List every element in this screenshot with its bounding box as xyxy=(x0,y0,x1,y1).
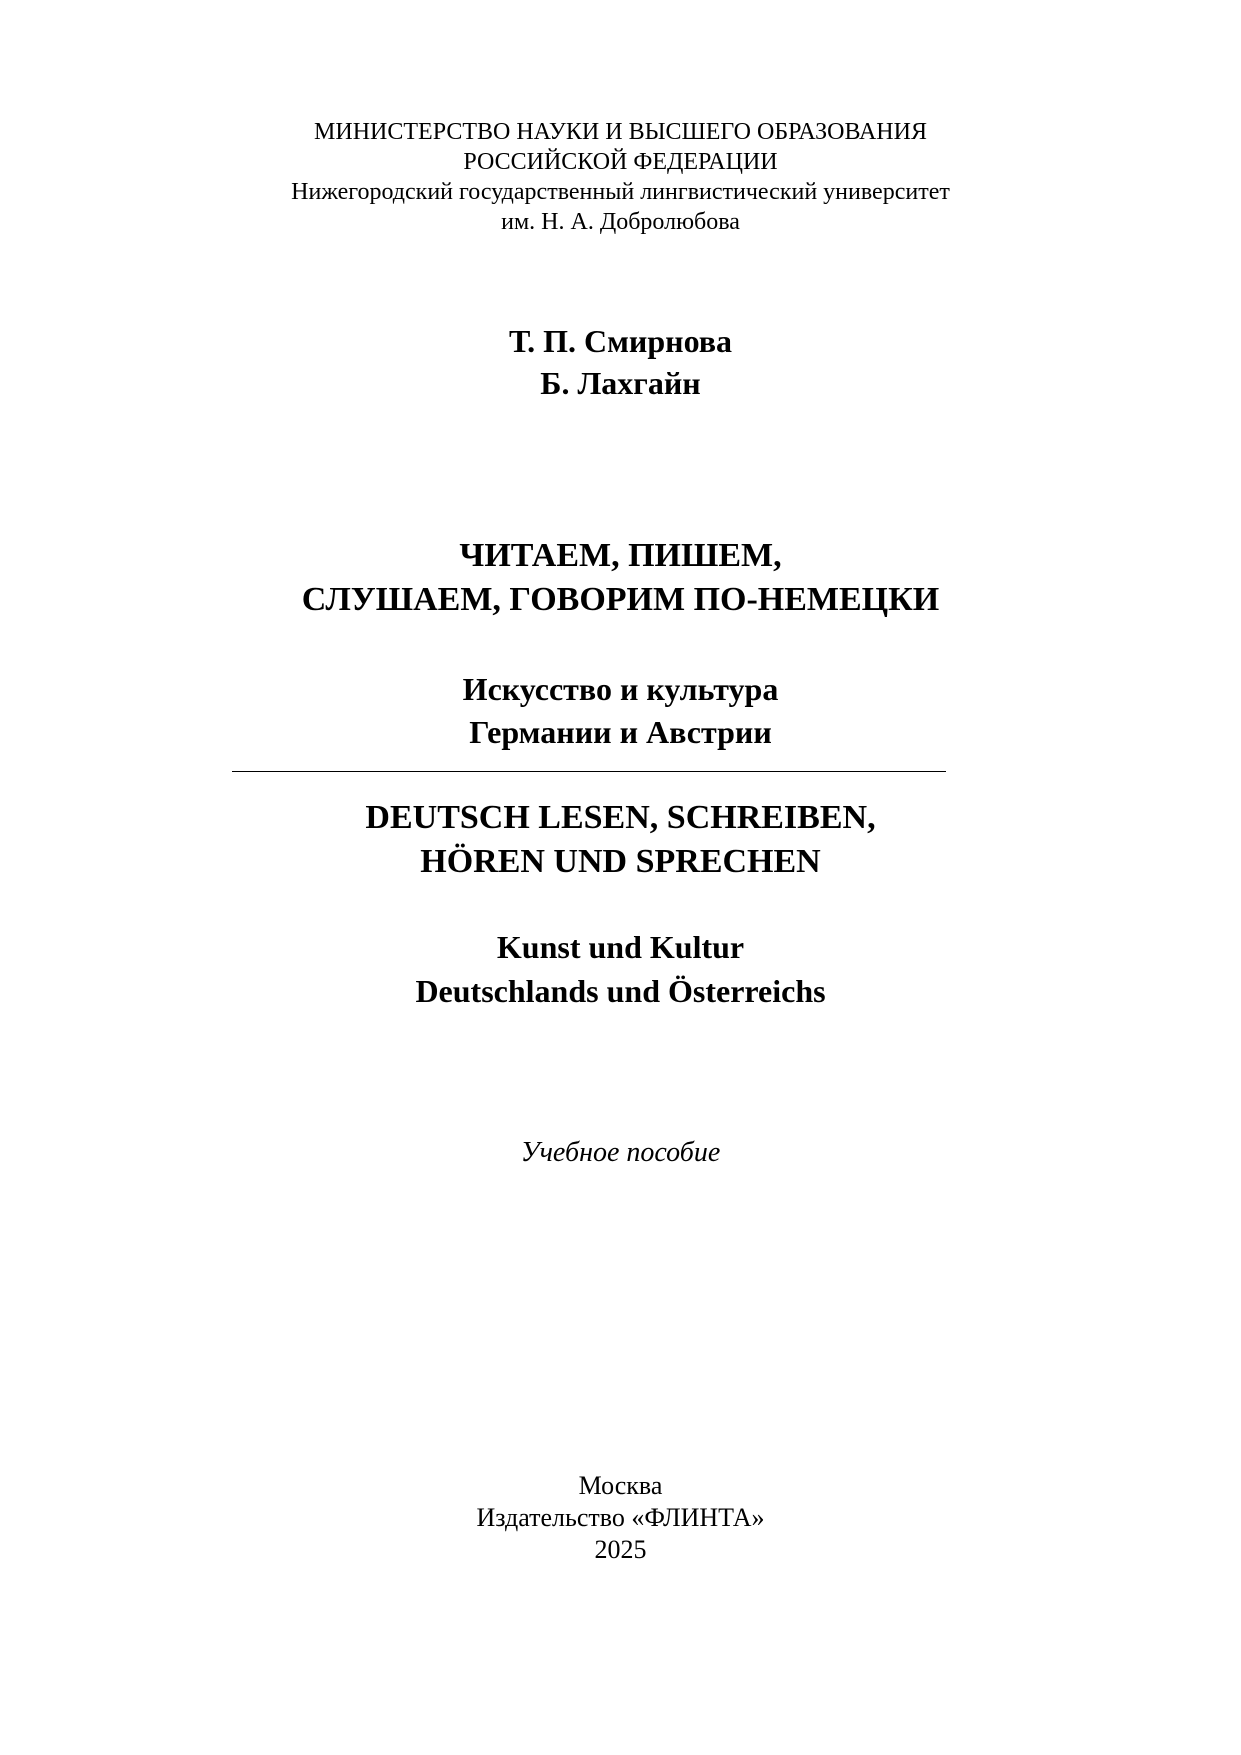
university-dedication: им. Н. А. Добролюбова xyxy=(501,209,740,235)
title-ru-line-2: СЛУШАЕМ, ГОВОРИМ ПО-НЕМЕЦКИ xyxy=(301,581,940,618)
institution-header xyxy=(0,117,1241,237)
subtitle-ru-line-2: Германии и Австрии xyxy=(469,714,772,750)
divider-line xyxy=(232,771,946,772)
imprint-year: 2025 xyxy=(594,1535,647,1564)
title-ru-line-1: ЧИТАЕМ, ПИШЕМ, xyxy=(459,537,782,574)
subtitle-ru-line-1: Искусство и культура xyxy=(462,671,779,707)
book-subtitle-russian xyxy=(0,668,1241,754)
book-title-russian xyxy=(0,534,1241,622)
imprint xyxy=(0,1470,1241,1566)
ministry-line-1: МИНИСТЕРСТВО НАУКИ И ВЫСШЕГО ОБРАЗОВАНИЯ xyxy=(314,119,927,145)
university-name: Нижегородский государственный лингвистический университет xyxy=(291,179,950,205)
imprint-publisher: Издательство «ФЛИНТА» xyxy=(476,1503,765,1532)
imprint-city: Москва xyxy=(578,1471,663,1500)
ministry-line-2: РОССИЙСКОЙ ФЕДЕРАЦИИ xyxy=(463,149,778,175)
title-de-line-2: HÖREN UND SPRECHEN xyxy=(420,843,821,880)
subtitle-de-line-2: Deutschlands und Österreichs xyxy=(415,973,826,1009)
document-type-label: Учебное пособие xyxy=(520,1137,721,1168)
author-2: Б. Лахгайн xyxy=(540,365,701,401)
book-subtitle-german xyxy=(0,925,1241,1013)
book-title-german xyxy=(0,796,1241,884)
title-de-line-1: DEUTSCH LESEN, SCHREIBEN, xyxy=(365,799,876,836)
document-type xyxy=(0,1135,1241,1171)
authors xyxy=(0,320,1241,404)
author-1: Т. П. Смирнова xyxy=(508,323,733,359)
subtitle-de-line-1: Kunst und Kultur xyxy=(496,929,745,965)
